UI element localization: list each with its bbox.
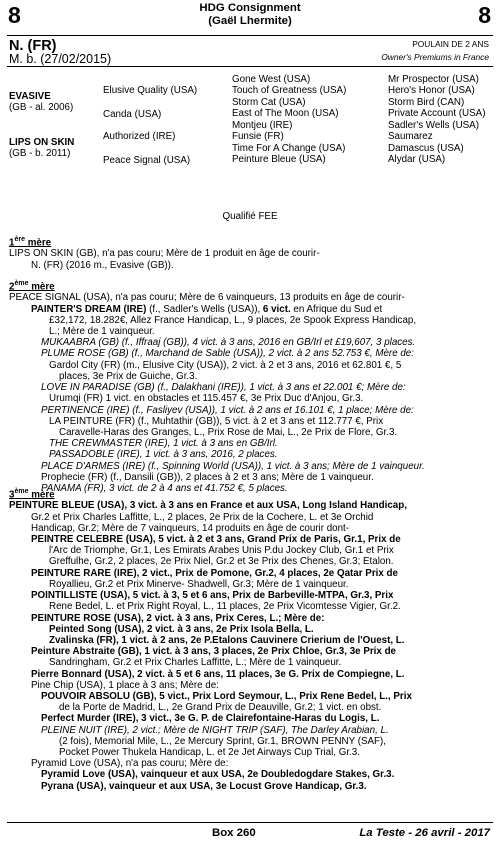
pedigree-sire-info: (GB - al. 2006)	[9, 102, 74, 113]
first-dam-line-2: N. (FR) (2016 m., Evasive (GB)).	[31, 259, 174, 271]
produce-line: LA PEINTURE (FR) (f., Muhtathir (GB)), 5 vict. à 2 et 3 ans et 112.777 €, Prix	[49, 415, 384, 427]
top-rule	[7, 35, 493, 36]
third-dam-line: Pine Chip (USA), 1 place à 3 ans; Mère de:	[31, 679, 219, 691]
consignor-header	[0, 2, 500, 28]
produce-line: PASSADOBLE (IRE), 1 vict. à 3 ans, 2016, 2 places.	[49, 449, 278, 461]
consignor-name: HDG Consignment	[199, 2, 301, 14]
third-dam-line: Royallieu, Gr.2 et Prix Minerve- Shadwell, Gr.3; Mère de 1 vainqueur.	[49, 578, 349, 590]
third-dam-line: Sandringham, Gr.2 et Prix Charles Laffitte, L.; Mère de 1 vainqueur.	[49, 657, 342, 669]
box-number: Box 260	[212, 827, 256, 839]
third-dam-line: Pierre Bonnard (USA), 2 vict. à 5 et 6 ans, 11 places, 3e G. Prix de Compiegne, L.	[31, 668, 405, 680]
produce-line: L.; Mère de 1 vainqueur.	[49, 326, 155, 338]
first-dam-section	[9, 234, 493, 271]
produce-line: Prophecie (FR) (f., Dansili (GB)), 2 places à 2 et 3 ans; Mère de 1 vainqueur.	[41, 471, 374, 483]
third-dam-line: PEINTURE BLEUE (USA), 3 vict. à 3 ans en France et aux USA, Long Island Handicap,	[9, 500, 407, 512]
pedigree-gen3-5: Funsie (FR)	[232, 131, 284, 142]
produce-line: Gardol City (FR) (m., Elusive City (USA)), 2 vict. à 2 et 3 ans, 2016 et 62.801 €, 5	[49, 359, 402, 371]
lot-number-right: 8	[478, 2, 491, 28]
pedigree-gen3-7: Peinture Bleue (USA)	[232, 154, 326, 165]
produce-line: MUKAABRA (GB) (f., Iffraaj (GB)), 4 vict. à 3 ans, 2016 en GB/Irl et £19,607, 3 places.	[41, 337, 416, 349]
third-dam-line: PEINTURE RARE (IRE), 2 vict., Prix de Pomone, Gr.2, 4 places, 2e Qatar Prix de	[31, 567, 398, 579]
third-dam-line: Perfect Murder (IRE), 3 vict., 3e G. P. de Clairefontaine-Haras du Logis, L.	[41, 713, 380, 725]
pedigree-gen4-5: Saumarez	[388, 131, 433, 142]
pedigree-gen4-4: Sadler's Wells (USA)	[388, 120, 479, 131]
footer-rule	[7, 822, 493, 823]
second-dam-section	[9, 278, 493, 494]
horse-details: M. b. (27/02/2015)	[9, 52, 112, 66]
produce-line: PLACE D'ARMES (IRE) (f., Spinning World (USA)), 1 vict. à 3 ans; Mère de 1 vainqueur.	[41, 460, 425, 472]
third-dam-line: Pyrana (USA), vainqueur et aux USA, 3e Locust Grove Handicap, Gr.3.	[41, 780, 367, 792]
third-dam-section	[9, 486, 493, 792]
produce-line: LOVE IN PARADISE (GB) (f., Dalakhani (IRE)), 1 vict. à 3 ans et 22.001 €; Mère de:	[41, 382, 406, 394]
third-dam-line: Rene Bedel, L. et Prix Right Royal, L., 11 places, 2e Prix Vicomtesse Vigier, Gr.2.	[49, 601, 401, 613]
pedigree-dam: LIPS ON SKIN	[9, 137, 75, 148]
third-dam-line: Zvalinska (FR), 1 vict. à 2 ans, 2e P.Etalons Cauvinere Crierium de l'Ouest, L.	[49, 634, 405, 646]
third-dam-line: Pocket Power Thukela Handicap, L. et 2e Jet Airways Cup Trial, Gr.3.	[59, 746, 360, 758]
pedigree-gen4-7: Alydar (USA)	[388, 154, 446, 165]
sale-venue-date: La Teste - 26 avril - 2017	[359, 827, 490, 839]
second-dam-intro: PEACE SIGNAL (USA), n'a pas couru; Mère de 6 vainqueurs, 13 produits en âge de courir-	[9, 292, 405, 304]
lot-number-left: 8	[8, 2, 21, 28]
first-dam-heading: 1ère mère	[9, 236, 52, 249]
pedigree-dam-info: (GB - b. 2011)	[9, 148, 71, 159]
pedigree-gen4-6: Damascus (USA)	[388, 143, 464, 154]
pedigree-gen3-2: Storm Cat (USA)	[232, 97, 306, 108]
pedigree-gen3-3: East of The Moon (USA)	[232, 108, 339, 119]
produce-line: Urumqi (FR) 1 vict. en obstacles et 115.457 €, 3e Prix Duc d'Anjou, Gr.3.	[49, 393, 364, 405]
pedigree-gen4-3: Private Account (USA)	[388, 108, 486, 119]
pedigree-gen2-3: Peace Signal (USA)	[103, 155, 191, 166]
pedigree-rule	[7, 66, 493, 67]
third-dam-line: Greffulhe, Gr.2, 2 places, 2e Prix Niel, Gr.2 et 3e Prix des Chenes, Gr.3; Etalon.	[49, 556, 394, 568]
produce-line: PANAMA (FR), 3 vict. de 2 à 4 ans et 41.752 €, 5 places.	[41, 482, 288, 494]
horse-category: POULAIN DE 2 ANS	[412, 39, 489, 49]
third-dam-line: Handicap, Gr.2; Mère de 7 vainqueurs, 14 produits en âge de courir dont-	[31, 522, 350, 534]
pedigree-gen4-1: Hero's Honor (USA)	[388, 85, 475, 96]
produce-line: THE CREWMASTER (IRE), 1 vict. à 3 ans en GB/Irl.	[49, 438, 278, 450]
produce-line: £32,172, 18.282€, Allez France Handicap, L., 9 places, 2e Spook Express Handicap,	[49, 314, 417, 326]
third-dam-line: PEINTURE ROSE (USA), 2 vict. à 3 ans, Prix Ceres, L.; Mère de:	[31, 612, 325, 624]
horse-name: N. (FR)	[9, 38, 57, 54]
qualification-note: Qualifié FEE	[222, 211, 278, 222]
third-dam-line: POINTILLISTE (USA), 5 vict. à 3, 5 et 6 ans, Prix de Barbeville-MTPA, Gr.3, Prix	[31, 590, 394, 602]
produce-line: PAINTER'S DREAM (IRE) (f., Sadler's Wells (USA)), 6 vict. en Afrique du Sud et	[31, 303, 383, 315]
third-dam-line: Pyramid Love (USA), vainqueur et aux USA, 2e Doubledogdare Stakes, Gr.3.	[41, 769, 395, 781]
agent-name: (Gaël Lhermite)	[208, 15, 292, 27]
pedigree-gen2-2: Authorized (IRE)	[103, 131, 176, 142]
produce-line: Caravelle-Haras des Granges, L., Prix Rose de Mai, L., 2e Prix de Flore, Gr.3.	[59, 426, 398, 438]
third-dam-line: Peinture Abstraite (GB), 1 vict. à 3 ans, 3 places, 2e Prix Chloe, Gr.3, 3e Prix de	[31, 646, 396, 658]
produce-line: PERTINENCE (IRE) (f., Fasliyev (USA)), 1 vict. à 2 ans et 16.101 €, 1 place; Mère de:	[41, 404, 414, 416]
pedigree-gen3-4: Montjeu (IRE)	[232, 120, 293, 131]
owner-premium-note: Owner's Premiums in France	[381, 52, 489, 62]
third-dam-line: PEINTRE CELEBRE (USA), 5 vict. à 2 et 3 ans, Grand Prix de Paris, Gr.1, Prix de	[31, 534, 401, 546]
pedigree-gen3-6: Time For A Change (USA)	[232, 143, 346, 154]
third-dam-line: l'Arc de Triomphe, Gr.1, Les Emirats Arabes Unis P.du Jockey Club, Gr.1 et Prix	[49, 545, 394, 557]
pedigree-gen4-0: Mr Prospector (USA)	[388, 74, 479, 85]
third-dam-line: de la Porte de Madrid, L., 2e Grand Prix de Deauville, Gr.2; 1 vict. en obst.	[59, 702, 382, 714]
first-dam-line-1: LIPS ON SKIN (GB), n'a pas couru; Mère de 1 produit en âge de courir-	[9, 248, 320, 260]
third-dam-line: PLEINE NUIT (IRE), 2 vict.; Mère de NIGHT TRIP (SAF), The Darley Arabian, L.	[41, 724, 389, 736]
pedigree-gen3-1: Touch of Greatness (USA)	[232, 85, 347, 96]
third-dam-line: (2 fois), Memorial Mile, L., 2e Mercury Sprint, Gr.1, BROWN PENNY (SAF),	[59, 735, 386, 747]
produce-line: places, 3e Prix de Guiche, Gr.3.	[59, 370, 198, 382]
third-dam-line: Peinted Song (USA), 2 vict. à 3 ans, 2e Prix Isola Bella, L.	[49, 623, 314, 635]
produce-line: PLUME ROSE (GB) (f., Marchand de Sable (USA)), 2 vict. à 2 ans 52.753 €, Mère de:	[41, 348, 414, 360]
pedigree-gen2-0: Elusive Quality (USA)	[103, 85, 198, 96]
second-dam-heading: 2ème mère	[9, 280, 55, 293]
pedigree-gen4-2: Storm Bird (CAN)	[388, 97, 465, 108]
third-dam-line: Gr.2 et Prix Charles Laffitte, L., 2 places, 2e Prix de la Cochere, L. et 3e Orchid	[31, 511, 374, 523]
third-dam-heading: 3ème mère	[9, 488, 55, 501]
pedigree-sire: EVASIVE	[9, 91, 51, 102]
third-dam-line: Pyramid Love (USA), n'a pas couru; Mère de:	[31, 758, 229, 770]
pedigree-gen2-1: Canda (USA)	[103, 109, 162, 120]
third-dam-line: POUVOIR ABSOLU (GB), 5 vict., Prix Lord Seymour, L., Prix Rene Bedel, L., Prix	[41, 690, 412, 702]
pedigree-gen3-0: Gone West (USA)	[232, 74, 311, 85]
